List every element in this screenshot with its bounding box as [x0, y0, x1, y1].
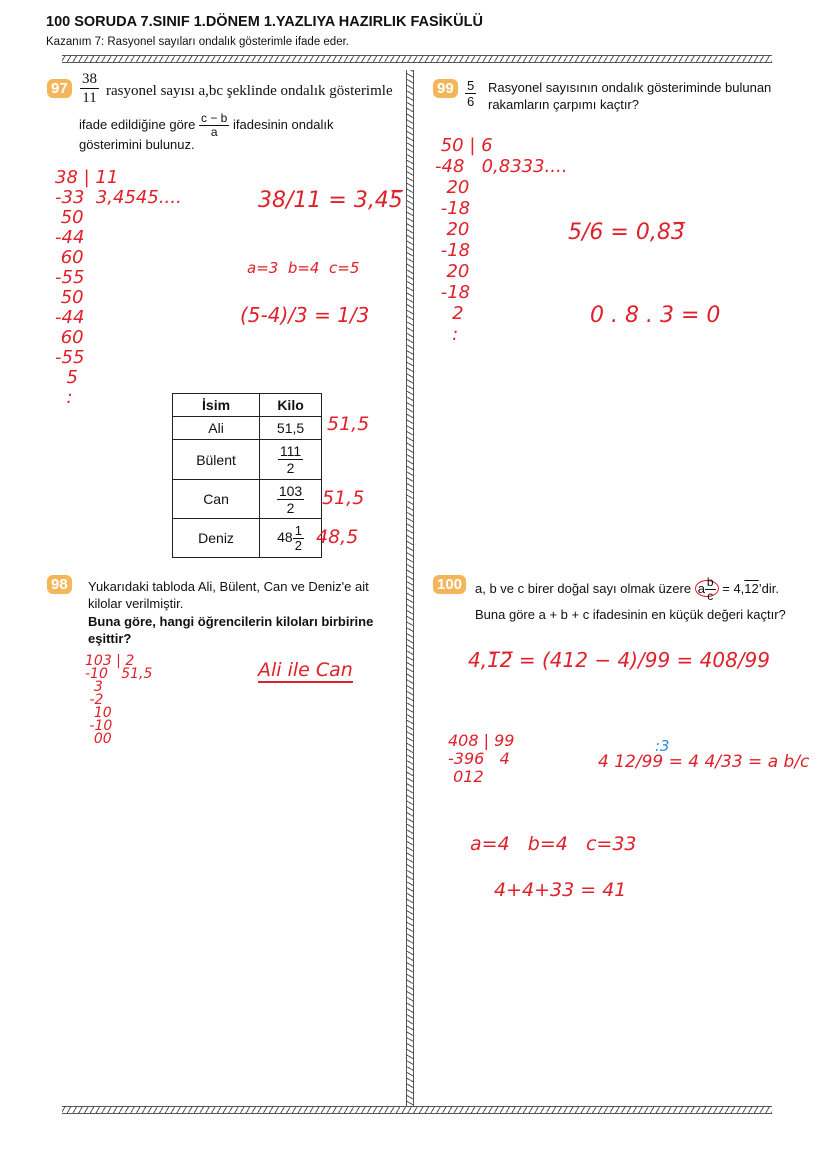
q100-text-line2: Buna göre a + b + c ifadesinin en küçük değeri kaçtır? [475, 607, 786, 622]
q97-text-line3: gösterimini bulunuz. [79, 137, 195, 152]
hw-sum-100: 4+4+33 = 41 [494, 879, 627, 901]
numerator: c − b [201, 111, 228, 125]
header-kilo: Kilo [260, 394, 322, 417]
numerator: 38 [82, 71, 97, 87]
denominator: 11 [82, 90, 97, 106]
cell-kilo: 51,5 [260, 417, 322, 440]
hw-answer-98: Ali ile Can [258, 659, 353, 681]
whole: 48 [277, 528, 293, 545]
hw-result-99: 5/6 = 0,83̅ [568, 220, 685, 245]
hw-answer-99: 0 . 8 . 3 = 0 [590, 303, 721, 328]
text: ’dir. [758, 580, 779, 596]
hw-answer-97: (5-4)/3 = 1/3 [240, 303, 370, 327]
cell-name: Ali [173, 417, 260, 440]
hw-values-97: a=3 b=4 c=5 [247, 259, 360, 277]
top-divider [62, 55, 772, 63]
column-divider [406, 70, 414, 1110]
denominator: a [210, 125, 218, 139]
hw-values-100: a=4 b=4 c=33 [470, 833, 637, 855]
hw-simplify-100: 4 12/99 = 4 4/33 = a b/c [598, 752, 810, 772]
cell-name: Bülent [173, 440, 260, 480]
page-title: 100 SORUDA 7.SINIF 1.DÖNEM 1.YAZLIYA HAZIRLIK FASİKÜLÜ [46, 14, 483, 30]
cell-name: Deniz [173, 519, 260, 558]
hw-long-division-97: 38 | 11 -33 3,4545.... 50 -44 60 -55 50 -44 60 -55 5 : [55, 167, 182, 408]
hw-deniz: 48,5 [316, 526, 359, 548]
numerator: 1 [294, 522, 302, 538]
question-badge-97: 97 [47, 79, 72, 98]
fraction-c-b-over-a [199, 112, 229, 139]
fraction-5-6 [465, 78, 476, 109]
denominator: 2 [294, 537, 302, 553]
repeating-digits: 12 [744, 580, 759, 596]
question-badge-98: 98 [47, 575, 72, 594]
q100-text-line1 [475, 576, 779, 603]
hw-long-division-100: 408 | 99 -396 4 012 [448, 731, 515, 786]
denominator: 6 [467, 94, 475, 109]
text: ifadesinin ondalık [232, 116, 334, 132]
hw-result-97: 38/11 = 3,45̅ [258, 188, 403, 213]
q99-text-line1: Rasyonel sayısının ondalık gösteriminde bulunan [488, 80, 772, 95]
text: a, b ve c birer doğal sayı olmak üzere [475, 580, 692, 596]
hw-long-division-98: 103 | 2 -10 51,5 3 -2 10 -10 00 [85, 653, 153, 747]
q99-text-line2: rakamların çarpımı kaçtır? [488, 97, 639, 112]
text: ifade edildiğine göre [79, 116, 196, 132]
whole: a [697, 580, 705, 596]
question-badge-99: 99 [433, 79, 458, 98]
table-row [173, 480, 322, 519]
cell-name: Can [173, 480, 260, 519]
fraction-38-11 [80, 70, 99, 107]
table-row [173, 440, 322, 480]
q98-text-line1: Yukarıdaki tabloda Ali, Bülent, Can ve Deniz'e ait [88, 579, 369, 594]
hw-ali: 51,5 [327, 413, 370, 435]
numerator: 103 [278, 482, 303, 499]
denominator: 2 [286, 499, 295, 516]
table-row [173, 417, 322, 440]
cell-kilo [260, 440, 322, 480]
bottom-divider [62, 1106, 772, 1114]
hw-can: 51,5 [322, 487, 365, 509]
numerator: 5 [467, 78, 475, 93]
q97-text-line2 [79, 112, 333, 139]
mixed-number-circled [695, 575, 719, 603]
question-badge-100: 100 [433, 575, 466, 594]
table-row [173, 519, 322, 558]
hw-conversion-100: 4,1̅2̅ = (412 − 4)/99 = 408/99 [468, 648, 771, 672]
numerator: b [706, 575, 714, 589]
denominator: 2 [286, 460, 295, 476]
header-name: İsim [173, 394, 260, 417]
q97-text-line1: rasyonel sayısı a,bc şeklinde ondalık gösterimle [106, 83, 393, 99]
page-subtitle: Kazanım 7: Rasyonel sayıları ondalık gösterimle ifade eder. [46, 36, 349, 48]
cell-kilo [260, 480, 322, 519]
text: = 4, [722, 580, 745, 596]
q98-text-line2: kilolar verilmiştir. [88, 596, 184, 611]
numerator: 111 [279, 443, 302, 459]
hw-divide-by-3: :3 [655, 737, 670, 755]
hw-long-division-99: 50 | 6 -48 0,8333.... 20 -18 20 -18 20 -18 2 : [435, 135, 568, 345]
cell-kilo [260, 519, 322, 558]
q98-bold-line1: Buna göre, hangi öğrencilerin kiloları birbirine [88, 614, 374, 629]
q98-bold-line2: eşittir? [88, 631, 132, 646]
denominator: c [707, 589, 714, 603]
weights-table [172, 393, 322, 558]
